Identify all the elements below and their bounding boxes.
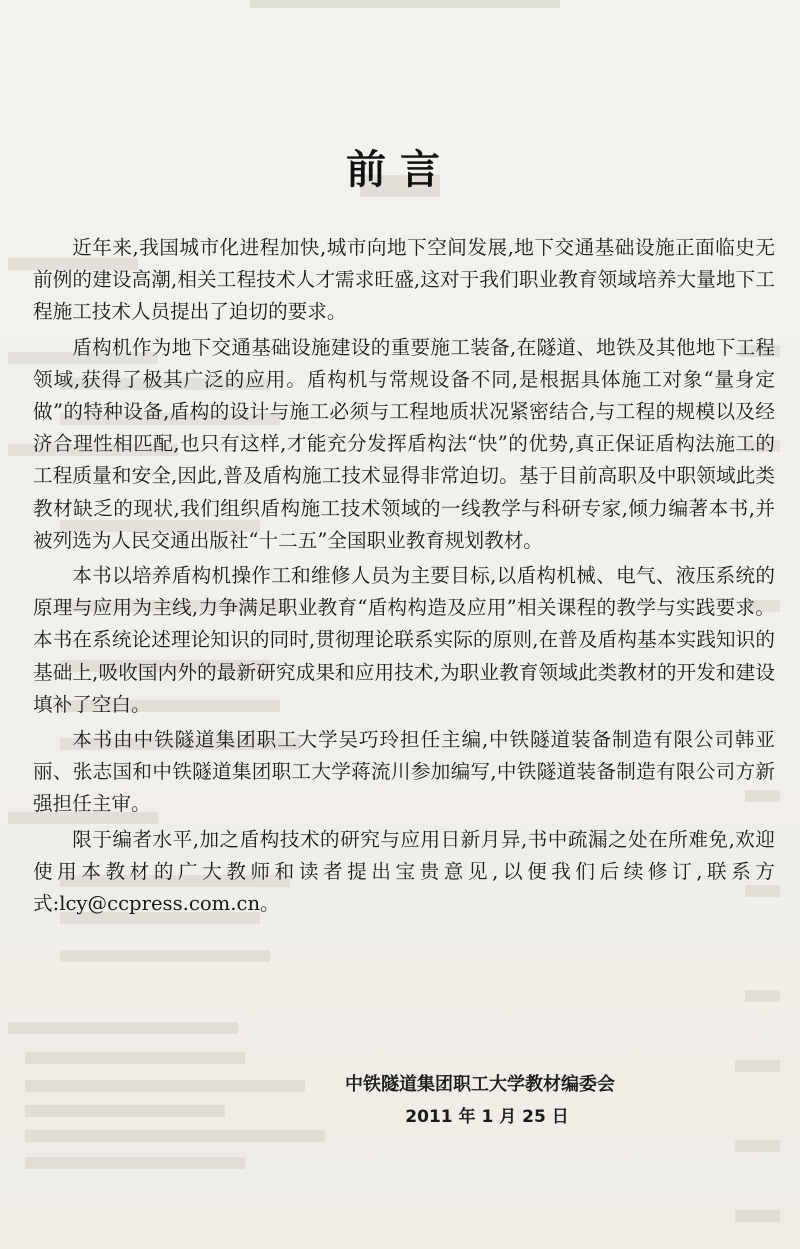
editorial-committee-signature: 中铁隧道集团职工大学教材编委会 — [345, 1074, 615, 1095]
signature-date: 2011 年 1 月 25 日 — [405, 1107, 569, 1127]
page-title: 前言 — [346, 147, 454, 193]
paragraph: 本书以培养盾构机操作工和维修人员为主要目标,以盾构机械、电气、液压系统的原理与应用为主线,力争满足职业教育“盾构构造及应用”相关课程的教学与实践要求。本书在系统论述理论知识的同时,贯彻理论联系实际的原则,在普及盾构基本实践知识的基础上,吸收国内外的最新研究成果和应用技术,为职业教育领域此类教材的开发和建设填补了空白。 — [33, 564, 775, 716]
paragraph: 盾构机作为地下交通基础设施建设的重要施工装备,在隧道、地铁及其他地下工程领域,获得了极其广泛的应用。盾构机与常规设备不同,是根据具体施工对象“量身定做”的特种设备,盾构的设计与施工必须与工程地质状况紧密结合,与工程的规模以及经济合理性相匹配,也只有这样,才能充分发挥盾构法“快”的优势,真正保证盾构法施工的工程质量和安全,因此,普及盾构施工技术显得非常迫切。基于目前高职及中职领域此类教材缺乏的现状,我们组织盾构施工技术领域的一线教学与科研专家,倾力编著本书,并被列选为人民交通出版社“十二五”全国职业教育规划教材。 — [33, 335, 775, 552]
paragraph: 本书由中铁隧道集团职工大学吴巧玲担任主编,中铁隧道装备制造有限公司韩亚丽、张志国和中铁隧道集团职工大学蒋流川参加编写,中铁隧道装备制造有限公司方新强担任主审。 — [33, 728, 775, 816]
paragraph: 限于编者水平,加之盾构技术的研究与应用日新月异,书中疏漏之处在所难免,欢迎使用本教材的广大教师和读者提出宝贵意见,以便我们后续修订,联系方式:lcy@ccpress.com.cn。 — [33, 827, 775, 916]
paragraph: 近年来,我国城市化进程加快,城市向地下空间发展,地下交通基础设施正面临史无前例的建设高潮,相关工程技术人才需求旺盛,这对于我们职业教育领域培养大量地下工程施工技术人员提出了迫切的要求。 — [33, 236, 775, 324]
preface-body — [33, 232, 775, 923]
